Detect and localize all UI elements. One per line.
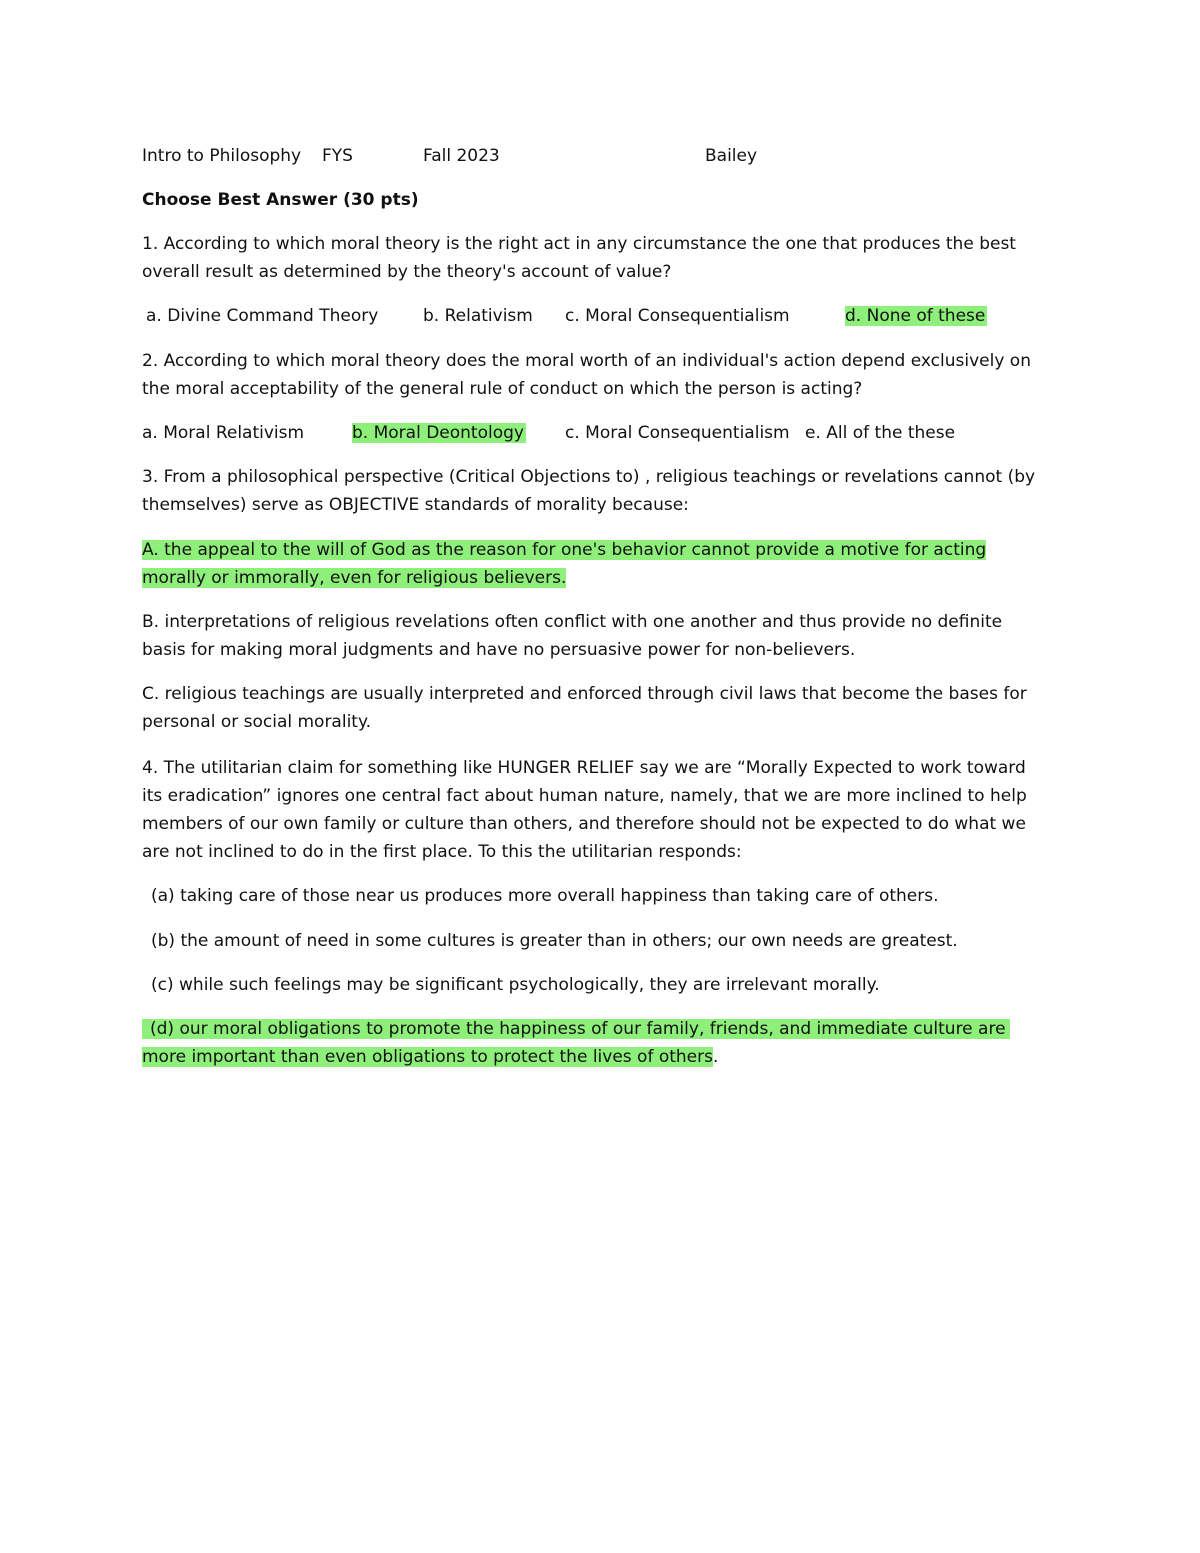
question-3-text-line-1: 3. From a philosophical perspective (Critical Objections to) , religious teachings or revelations cannot (by: [142, 467, 1036, 487]
question-4-text-line-1: 4. The utilitarian claim for something like HUNGER RELIEF say we are “Morally Expected to work toward: [142, 758, 1026, 778]
question-3-option-b-line-1: B. interpretations of religious revelations often conflict with one another and thus provide no definite: [142, 612, 1003, 632]
question-3-option-b-line-2: basis for making moral judgments and have no persuasive power for non-believers.: [142, 640, 856, 660]
section-title: Choose Best Answer (30 pts): [142, 190, 419, 210]
question-4-option-d-period: .: [712, 1047, 719, 1067]
question-1-text-line-2: overall result as determined by the theory's account of value?: [142, 262, 672, 282]
question-3-option-a-line-1: [142, 540, 986, 560]
term: Fall 2023: [423, 146, 500, 166]
question-1-option-a: a. Divine Command Theory: [146, 306, 379, 326]
question-4-option-a: (a) taking care of those near us produces more overall happiness than taking care of others.: [151, 886, 939, 906]
question-4-option-d-line-1: [142, 1019, 1010, 1039]
course-name: Intro to Philosophy: [142, 146, 302, 166]
question-1-option-c: c. Moral Consequentialism: [565, 306, 790, 326]
question-4-text-line-4: are not inclined to do in the first place. To this the utilitarian responds:: [142, 842, 742, 862]
question-3-option-a-line-2-highlighted: morally or immorally, even for religious believers.: [142, 568, 567, 588]
question-2-option-b-highlighted: b. Moral Deontology: [352, 423, 524, 443]
question-1-option-d-highlighted: d. None of these: [845, 306, 986, 326]
question-4-option-b: (b) the amount of need in some cultures is greater than in others; our own needs are greatest.: [151, 931, 958, 951]
question-4-option-d-line-2-highlighted: more important than even obligations to protect the lives of others: [142, 1047, 713, 1067]
question-4-option-d-line-1-highlighted: (d) our moral obligations to promote the happiness of our family, friends, and immediate culture are: [142, 1019, 1010, 1039]
question-4-text-line-3: members of our own family or culture than others, and therefore should not be expected to do what we: [142, 814, 1026, 834]
question-2-option-e: e. All of the these: [805, 423, 956, 443]
question-2-text-line-2: the moral acceptability of the general rule of conduct on which the person is acting?: [142, 379, 863, 399]
course-section: FYS: [322, 146, 353, 166]
question-1-option-b: b. Relativism: [423, 306, 533, 326]
question-4-option-c: (c) while such feelings may be significant psychologically, they are irrelevant morally.: [151, 975, 880, 995]
question-3-text-line-2: themselves) serve as OBJECTIVE standards of morality because:: [142, 495, 689, 515]
question-3-option-a-line-2: [142, 568, 566, 588]
question-2-option-c: c. Moral Consequentialism: [565, 423, 790, 443]
question-3-option-c-line-2: personal or social morality.: [142, 712, 372, 732]
question-3-option-a-line-1-highlighted: A. the appeal to the will of God as the reason for one's behavior cannot provide a motive for acting: [142, 540, 987, 560]
question-4-option-d-line-2: [142, 1047, 718, 1067]
question-1-text-line-1: 1. According to which moral theory is the right act in any circumstance the one that produces the best: [142, 234, 1016, 254]
question-3-option-c-line-1: C. religious teachings are usually interpreted and enforced through civil laws that become the bases for: [142, 684, 1027, 704]
question-2-option-a: a. Moral Relativism: [142, 423, 305, 443]
question-2-text-line-1: 2. According to which moral theory does the moral worth of an individual's action depend exclusively on: [142, 351, 1031, 371]
question-4-text-line-2: its eradication” ignores one central fact about human nature, namely, that we are more inclined to help: [142, 786, 1027, 806]
instructor-name: Bailey: [705, 146, 758, 166]
